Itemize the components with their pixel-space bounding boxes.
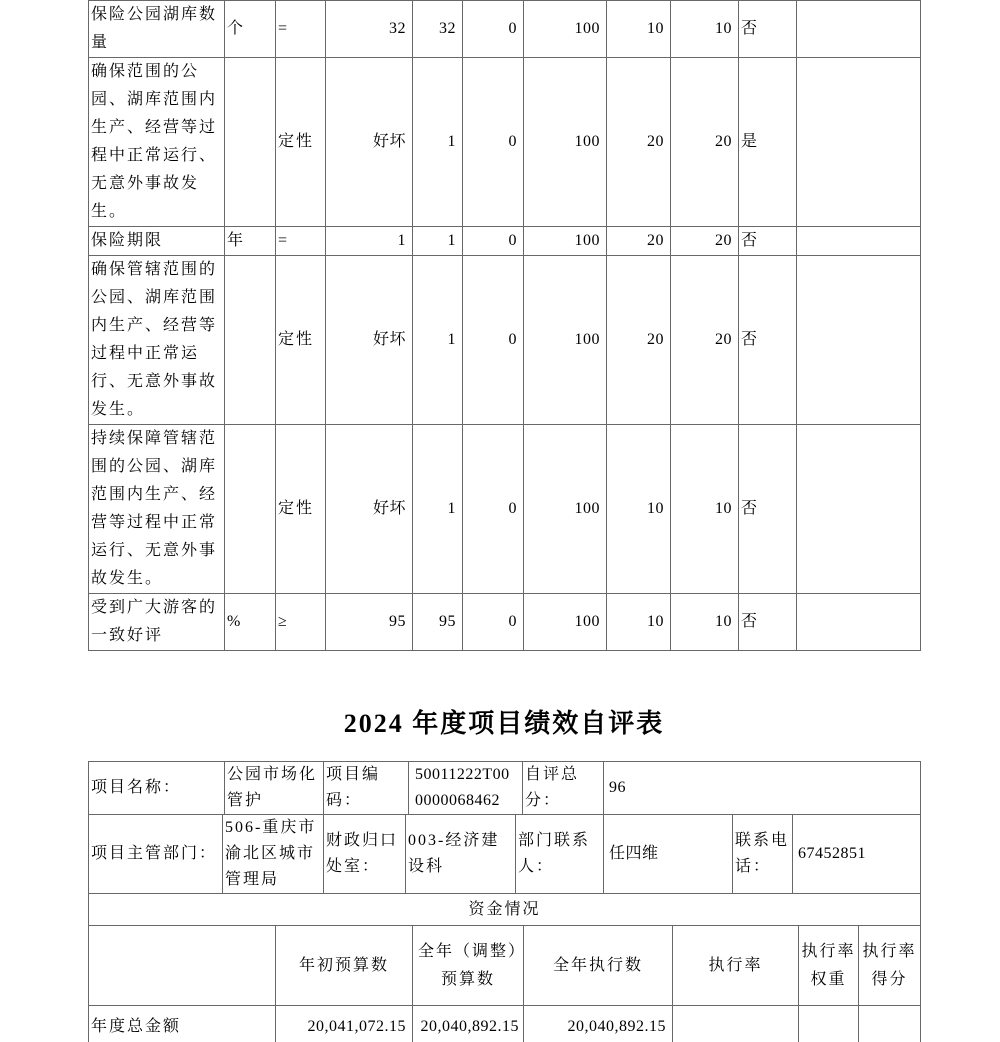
actual-value-cell: 1 bbox=[413, 58, 463, 227]
rate-cell: 100 bbox=[524, 425, 607, 594]
score-cell: 20 bbox=[671, 256, 739, 425]
project-name-value: 公园市场化管护 bbox=[225, 762, 324, 815]
page-title: 2024 年度项目绩效自评表 bbox=[343, 709, 665, 738]
funding-header-adjusted-budget: 全年（调整）预算数 bbox=[413, 926, 524, 1006]
note-cell bbox=[797, 227, 921, 256]
table-row bbox=[89, 926, 921, 1006]
unit-cell bbox=[225, 58, 276, 227]
table-row bbox=[89, 762, 921, 815]
finance-office-label: 财政归口处室： bbox=[324, 815, 406, 894]
table-row bbox=[89, 594, 921, 651]
rate-cell: 100 bbox=[524, 256, 607, 425]
table-row bbox=[89, 227, 921, 256]
rate-cell: 100 bbox=[524, 594, 607, 651]
note-cell bbox=[797, 425, 921, 594]
note-cell bbox=[797, 1, 921, 58]
deviation-cell: 0 bbox=[463, 256, 524, 425]
operator-cell: = bbox=[276, 227, 326, 256]
phone-label: 联系电话： bbox=[733, 815, 793, 894]
table-row bbox=[89, 1006, 921, 1042]
indicator-name-cell: 受到广大游客的一致好评 bbox=[89, 594, 225, 651]
target-value-cell: 95 bbox=[326, 594, 413, 651]
target-value-cell: 好坏 bbox=[326, 58, 413, 227]
actual-value-cell: 32 bbox=[413, 1, 463, 58]
document-content bbox=[88, 0, 920, 1042]
target-value-cell: 32 bbox=[326, 1, 413, 58]
table-row bbox=[89, 58, 921, 227]
contact-label: 部门联系人： bbox=[516, 815, 604, 894]
funding-row-label: 年度总金额 bbox=[89, 1006, 276, 1042]
flag-cell: 否 bbox=[739, 256, 797, 425]
score-cell: 10 bbox=[671, 1, 739, 58]
flag-cell: 否 bbox=[739, 425, 797, 594]
table-row bbox=[89, 1, 921, 58]
weight-cell: 20 bbox=[607, 227, 671, 256]
funding-table bbox=[88, 893, 921, 1042]
score-cell: 20 bbox=[671, 227, 739, 256]
score-cell: 10 bbox=[671, 425, 739, 594]
weight-cell: 20 bbox=[607, 256, 671, 425]
operator-cell: 定性 bbox=[276, 425, 326, 594]
flag-cell: 否 bbox=[739, 1, 797, 58]
execution-rate-value bbox=[673, 1006, 799, 1042]
target-value-cell: 好坏 bbox=[326, 256, 413, 425]
score-cell: 10 bbox=[671, 594, 739, 651]
executed-amount-value: 20,040,892.15 bbox=[524, 1006, 673, 1042]
rate-cell: 100 bbox=[524, 1, 607, 58]
dept-label: 项目主管部门： bbox=[89, 815, 223, 894]
unit-cell: % bbox=[225, 594, 276, 651]
deviation-cell: 0 bbox=[463, 425, 524, 594]
actual-value-cell: 1 bbox=[413, 227, 463, 256]
indicator-name-cell: 确保范围的公园、湖库范围内生产、经营等过程中正常运行、无意外事故发生。 bbox=[89, 58, 225, 227]
table-row bbox=[89, 815, 921, 894]
indicator-name-cell: 持续保障管辖范围的公园、湖库范围内生产、经营等过程中正常运行、无意外事故发生。 bbox=[89, 425, 225, 594]
note-cell bbox=[797, 594, 921, 651]
project-code-value: 50011222T000000068462 bbox=[409, 762, 523, 815]
unit-cell bbox=[225, 256, 276, 425]
actual-value-cell: 1 bbox=[413, 256, 463, 425]
unit-cell: 个 bbox=[225, 1, 276, 58]
rate-cell: 100 bbox=[524, 58, 607, 227]
project-name-label: 项目名称： bbox=[89, 762, 225, 815]
table-row bbox=[89, 256, 921, 425]
target-value-cell: 1 bbox=[326, 227, 413, 256]
adjusted-budget-value: 20,040,892.15 bbox=[413, 1006, 524, 1042]
unit-cell: 年 bbox=[225, 227, 276, 256]
department-info-table bbox=[88, 814, 921, 894]
operator-cell: ≥ bbox=[276, 594, 326, 651]
operator-cell: 定性 bbox=[276, 256, 326, 425]
note-cell bbox=[797, 256, 921, 425]
project-code-label: 项目编码： bbox=[324, 762, 409, 815]
finance-office-value: 003-经济建设科 bbox=[406, 815, 516, 894]
indicator-name-cell: 确保管辖范围的公园、湖库范围内生产、经营等过程中正常运行、无意外事故发生。 bbox=[89, 256, 225, 425]
initial-budget-value: 20,041,072.15 bbox=[276, 1006, 413, 1042]
weight-cell: 10 bbox=[607, 425, 671, 594]
funding-header-executed: 全年执行数 bbox=[524, 926, 673, 1006]
funding-header-rate-score: 执行率得分 bbox=[859, 926, 921, 1006]
operator-cell: 定性 bbox=[276, 58, 326, 227]
contact-value: 任四维 bbox=[604, 815, 733, 894]
rate-score-value bbox=[859, 1006, 921, 1042]
funding-header-execution-rate: 执行率 bbox=[673, 926, 799, 1006]
unit-cell bbox=[225, 425, 276, 594]
deviation-cell: 0 bbox=[463, 58, 524, 227]
target-value-cell: 好坏 bbox=[326, 425, 413, 594]
funding-header-rate-weight: 执行率权重 bbox=[799, 926, 859, 1006]
actual-value-cell: 1 bbox=[413, 425, 463, 594]
dept-value: 506-重庆市渝北区城市管理局 bbox=[223, 815, 324, 894]
rate-cell: 100 bbox=[524, 227, 607, 256]
phone-value: 67452851 bbox=[793, 815, 921, 894]
note-cell bbox=[797, 58, 921, 227]
actual-value-cell: 95 bbox=[413, 594, 463, 651]
self-score-value: 96 bbox=[604, 762, 921, 815]
self-score-label: 自评总分： bbox=[523, 762, 604, 815]
indicator-name-cell: 保险公园湖库数量 bbox=[89, 1, 225, 58]
funding-section-title: 资金情况 bbox=[89, 894, 921, 926]
weight-cell: 10 bbox=[607, 594, 671, 651]
funding-header-initial-budget: 年初预算数 bbox=[276, 926, 413, 1006]
funding-header-empty bbox=[89, 926, 276, 1006]
deviation-cell: 0 bbox=[463, 594, 524, 651]
deviation-cell: 0 bbox=[463, 1, 524, 58]
flag-cell: 是 bbox=[739, 58, 797, 227]
indicators-table bbox=[88, 0, 921, 651]
indicator-name-cell: 保险期限 bbox=[89, 227, 225, 256]
operator-cell: = bbox=[276, 1, 326, 58]
flag-cell: 否 bbox=[739, 594, 797, 651]
rate-weight-value bbox=[799, 1006, 859, 1042]
flag-cell: 否 bbox=[739, 227, 797, 256]
weight-cell: 10 bbox=[607, 1, 671, 58]
table-row bbox=[89, 425, 921, 594]
project-info-table bbox=[88, 761, 921, 815]
score-cell: 20 bbox=[671, 58, 739, 227]
table-row bbox=[89, 894, 921, 926]
weight-cell: 20 bbox=[607, 58, 671, 227]
deviation-cell: 0 bbox=[463, 227, 524, 256]
